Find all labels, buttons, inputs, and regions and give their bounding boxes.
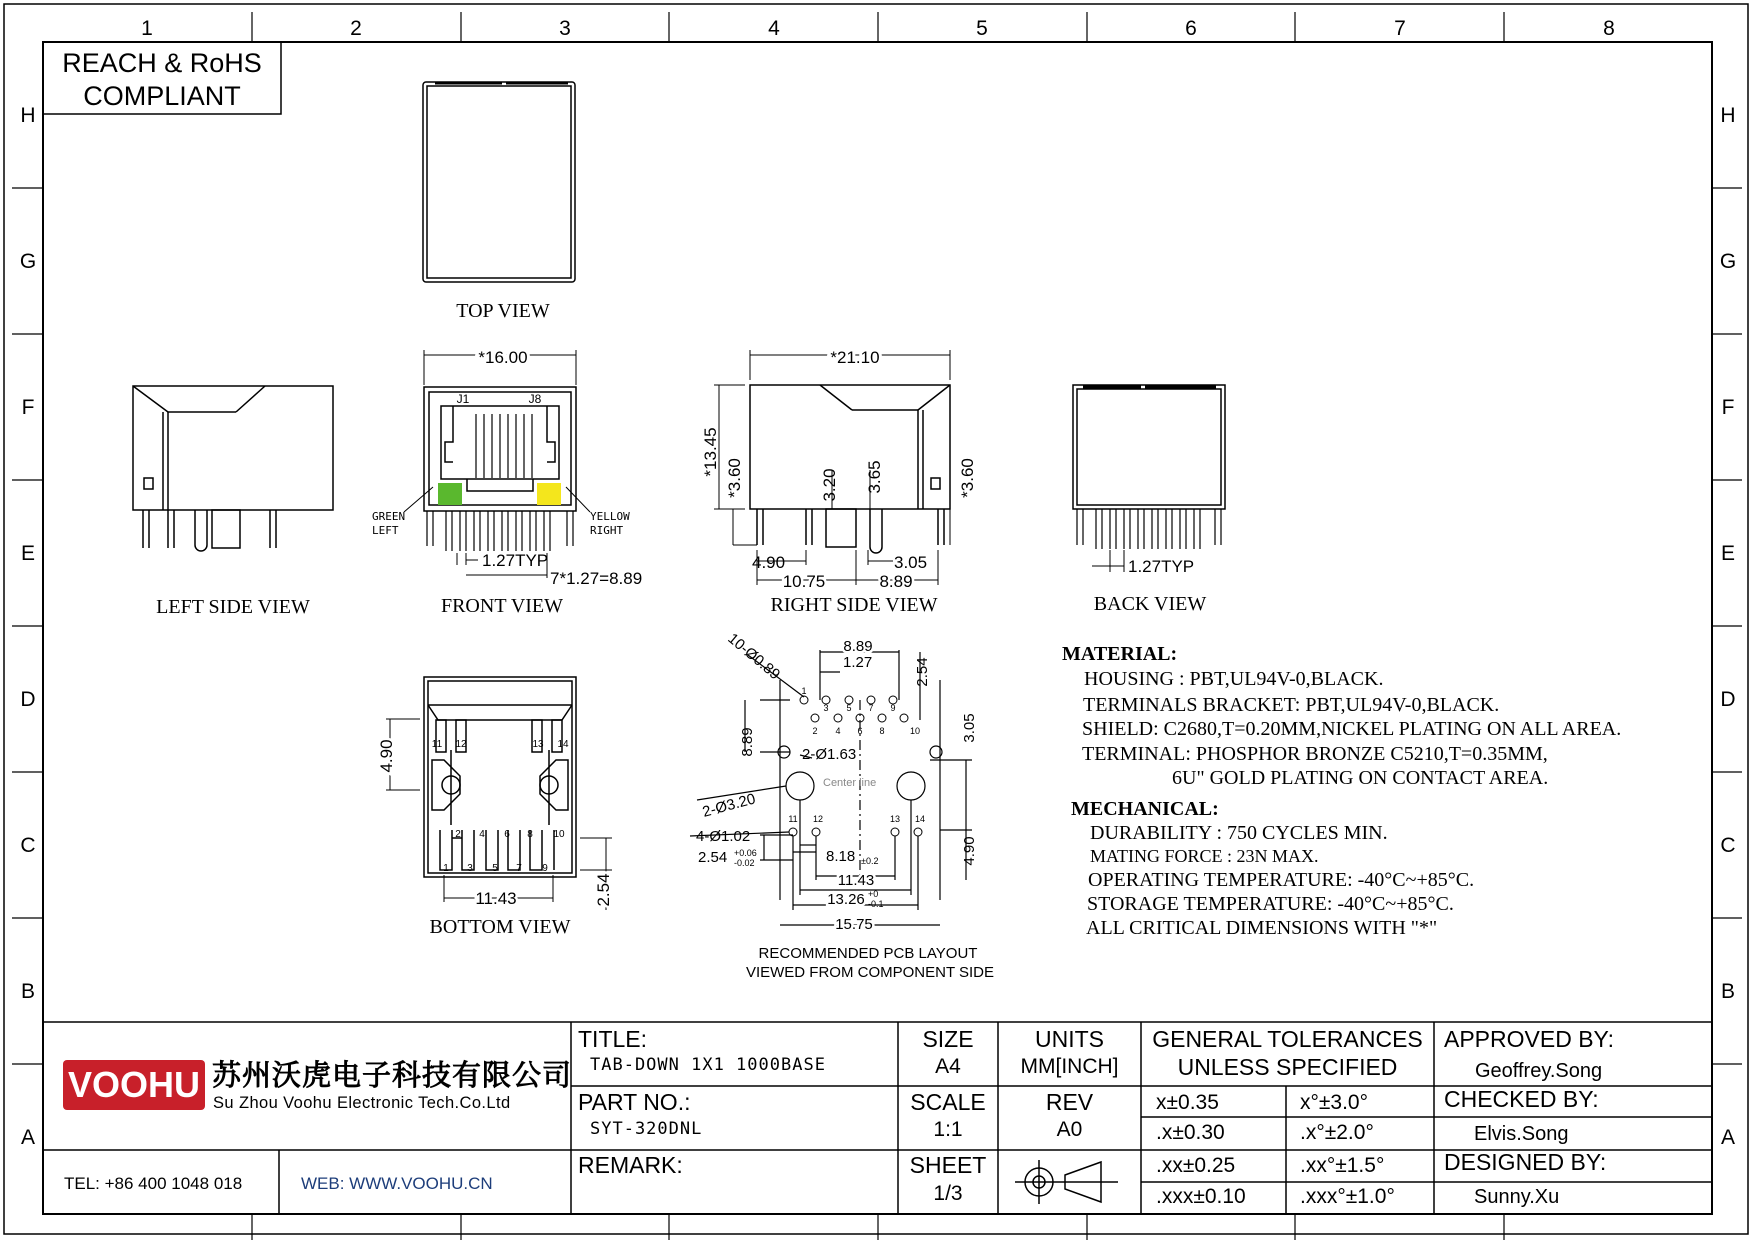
led-left-pos: LEFT xyxy=(372,524,399,537)
pin-number: 3 xyxy=(823,703,829,713)
pin-number: 14 xyxy=(557,739,569,750)
sheet-value: 1/3 xyxy=(933,1182,963,1205)
material-line: TERMINAL: PHOSPHOR BRONZE C5210,T=0.35MM, xyxy=(1082,743,1548,765)
bottom-view-label: BOTTOM VIEW xyxy=(429,916,571,938)
checked-label: CHECKED BY: xyxy=(1444,1086,1599,1112)
units-label: UNITS xyxy=(1035,1026,1104,1052)
row-label: E xyxy=(1720,542,1736,565)
right-dim-889: 8.89 xyxy=(879,572,913,591)
row-label: A xyxy=(20,1126,36,1149)
led-right-color: YELLOW xyxy=(590,510,630,523)
row-label: C xyxy=(20,834,36,857)
pcb-dim-1143: 11.43 xyxy=(837,872,875,889)
front-view-label: FRONT VIEW xyxy=(440,595,564,617)
right-dim-320: 3.20 xyxy=(820,468,839,502)
pcb-caption-2: VIEWED FROM COMPONENT SIDE xyxy=(745,964,995,981)
col-label: 4 xyxy=(768,17,780,40)
part-no-label: PART NO.: xyxy=(578,1089,691,1115)
bottom-dim-1143: 11.43 xyxy=(475,889,517,908)
rev-value: A0 xyxy=(1056,1118,1083,1141)
pin-number: 4 xyxy=(479,829,485,840)
pcb-center-line: Center line xyxy=(823,777,877,789)
pin-number: 10 xyxy=(909,726,921,736)
bottom-dim-490: 4.90 xyxy=(377,739,396,773)
left-side-view xyxy=(133,386,333,551)
right-dim-305: 3.05 xyxy=(894,553,928,572)
pin-number: 3 xyxy=(467,863,473,874)
pin-number: 5 xyxy=(492,863,498,874)
pcb-dim-1326-up: +0 xyxy=(868,889,879,899)
mechanical-heading: MECHANICAL: xyxy=(1071,798,1219,820)
pin-number: 11 xyxy=(431,739,443,750)
tolerance-linear: x±0.35 xyxy=(1156,1091,1219,1114)
row-label: H xyxy=(20,104,36,127)
row-label: B xyxy=(20,980,36,1003)
row-label: D xyxy=(1720,688,1736,711)
material-line: 6U" GOLD PLATING ON CONTACT AREA. xyxy=(1172,767,1549,789)
row-label: E xyxy=(20,542,36,565)
right-dim-1075: 10.75 xyxy=(782,572,826,591)
pin-number: 10 xyxy=(553,829,565,840)
pcb-tol-up: +0.06 xyxy=(734,848,757,858)
front-view xyxy=(404,350,590,578)
tolerance-angular: .xxx°±1.0° xyxy=(1300,1185,1395,1208)
col-label: 8 xyxy=(1603,17,1615,40)
remark-label: REMARK: xyxy=(578,1152,683,1178)
left-side-view-label: LEFT SIDE VIEW xyxy=(156,596,310,618)
scale-label: SCALE xyxy=(910,1089,986,1115)
logo-text: VOOHU xyxy=(67,1064,201,1105)
right-dim-365: 3.65 xyxy=(865,460,884,494)
pcb-dim-254: 2.54 xyxy=(914,657,931,687)
pin-number: 6 xyxy=(857,726,863,736)
pcb-dim-490: 4.90 xyxy=(961,836,978,866)
row-label: F xyxy=(1721,396,1735,419)
back-pitch-dim: 1.27TYP xyxy=(1128,557,1195,576)
mechanical-line: OPERATING TEMPERATURE: -40°C~+85°C. xyxy=(1088,869,1475,891)
bottom-dim-254: 2.54 xyxy=(594,873,613,907)
row-label: A xyxy=(1720,1126,1736,1149)
top-view-label: TOP VIEW xyxy=(456,300,550,322)
sheet-label: SHEET xyxy=(909,1152,987,1178)
yellow-led xyxy=(537,483,561,505)
tolerance-angular: .x°±2.0° xyxy=(1300,1121,1374,1144)
company-name-en: Su Zhou Voohu Electronic Tech.Co.Ltd xyxy=(213,1094,511,1112)
title-value: TAB-DOWN 1X1 1000BASE xyxy=(590,1055,826,1075)
right-side-view xyxy=(714,350,950,585)
pin-number: 2 xyxy=(812,726,818,736)
tolerance-angular: .xx°±1.5° xyxy=(1300,1154,1385,1177)
pin-number: 12 xyxy=(455,739,467,750)
material-line: SHIELD: C2680,T=0.20MM,NICKEL PLATING ON ALL AREA. xyxy=(1082,718,1622,740)
rev-label: REV xyxy=(1045,1089,1094,1115)
pin-first-label: J1 xyxy=(456,392,470,406)
right-height-dim: *13.45 xyxy=(701,427,720,477)
top-view xyxy=(423,82,575,282)
pin-number: 8 xyxy=(879,726,885,736)
pin-number: 11 xyxy=(788,814,798,824)
pin-number: 7 xyxy=(868,703,874,713)
grid-ticks xyxy=(12,12,1742,1240)
front-span-dim: 7*1.27=8.89 xyxy=(550,569,643,588)
row-label: C xyxy=(1720,834,1736,857)
row-label: F xyxy=(21,396,35,419)
pin-number: 14 xyxy=(914,814,926,824)
col-label: 2 xyxy=(350,17,362,40)
row-label: H xyxy=(1720,104,1736,127)
pcb-dim-1575: 15.75 xyxy=(835,916,873,933)
pcb-dim-127: 1.27 xyxy=(843,654,873,671)
projection-symbol-icon xyxy=(1015,1160,1118,1204)
pcb-holes-dim: 10-Ø0.89 xyxy=(724,630,784,684)
led-left-color: GREEN xyxy=(372,510,406,523)
right-stand-left: *3.60 xyxy=(725,458,744,498)
right-dim-490: 4.90 xyxy=(752,553,786,572)
pcb-caption-1: RECOMMENDED PCB LAYOUT xyxy=(758,945,978,962)
right-stand-right: *3.60 xyxy=(958,458,977,498)
pcb-peg-dim: 2-Ø1.63 xyxy=(802,746,857,763)
right-side-view-label: RIGHT SIDE VIEW xyxy=(770,594,938,616)
approved-label: APPROVED BY: xyxy=(1444,1026,1615,1052)
pin-number: 7 xyxy=(516,863,522,874)
tolerance-angular: x°±3.0° xyxy=(1300,1091,1369,1114)
material-heading: MATERIAL: xyxy=(1062,643,1178,665)
pin-number: 13 xyxy=(532,739,544,750)
mechanical-line: MATING FORCE : 23N MAX. xyxy=(1090,846,1319,866)
pin-number: 4 xyxy=(835,726,841,736)
tolerance-heading-2: UNLESS SPECIFIED xyxy=(1177,1054,1398,1080)
pcb-dim-818-tol: ±0.2 xyxy=(861,856,879,866)
company-name-cn: 苏州沃虎电子科技有限公司 xyxy=(212,1060,573,1092)
row-label: G xyxy=(19,250,37,273)
col-label: 6 xyxy=(1185,17,1197,40)
row-label: D xyxy=(20,688,36,711)
col-label: 5 xyxy=(976,17,988,40)
mechanical-line: ALL CRITICAL DIMENSIONS WITH "*" xyxy=(1086,917,1438,939)
pin-number: 1 xyxy=(801,686,807,696)
designed-label: DESIGNED BY: xyxy=(1444,1149,1607,1175)
pin-number: 12 xyxy=(812,814,824,824)
row-label: B xyxy=(1720,980,1736,1003)
led-right-pos: RIGHT xyxy=(590,524,624,537)
col-label: 1 xyxy=(141,17,153,40)
compliance-line2: COMPLIANT xyxy=(83,81,241,111)
part-no-value: SYT-320DNL xyxy=(590,1119,703,1139)
pin-number: 5 xyxy=(846,703,852,713)
spec-notes xyxy=(1062,643,1621,939)
front-pitch-dim: 1.27TYP xyxy=(482,551,549,570)
pin-number: 2 xyxy=(455,829,461,840)
pcb-pin-dim: 4-Ø1.02 xyxy=(696,828,751,845)
col-label: 7 xyxy=(1394,17,1406,40)
pin-number: 9 xyxy=(890,703,896,713)
pcb-dim-1326-low: -0.1 xyxy=(868,899,884,909)
right-length-dim: *21.10 xyxy=(830,348,880,367)
back-view xyxy=(1073,385,1225,572)
pcb-tol-low: -0.02 xyxy=(734,858,755,868)
pcb-dim-305: 3.05 xyxy=(961,713,978,743)
bottom-view xyxy=(386,677,612,910)
pin-number: 8 xyxy=(527,829,533,840)
pcb-dim-1326: 13.26 xyxy=(827,891,865,908)
mechanical-line: DURABILITY : 750 CYCLES MIN. xyxy=(1090,822,1388,844)
scale-value: 1:1 xyxy=(933,1118,963,1141)
designed-value: Sunny.Xu xyxy=(1474,1186,1560,1208)
size-label: SIZE xyxy=(922,1026,974,1052)
pcb-dim-889-top: 8.89 xyxy=(843,638,873,655)
row-label: G xyxy=(1719,250,1737,273)
back-view-label: BACK VIEW xyxy=(1093,593,1207,615)
pcb-tol-base: 2.54 xyxy=(698,849,728,866)
pcb-dim-889-left: 8.89 xyxy=(739,727,756,757)
size-value: A4 xyxy=(935,1055,961,1078)
mechanical-line: STORAGE TEMPERATURE: -40°C~+85°C. xyxy=(1087,893,1454,915)
front-width-dim: *16.00 xyxy=(478,348,528,367)
material-line: TERMINALS BRACKET: PBT,UL94V-0,BLACK. xyxy=(1083,694,1500,716)
pin-last-label: J8 xyxy=(528,392,542,406)
material-line: HOUSING : PBT,UL94V-0,BLACK. xyxy=(1084,668,1384,690)
pcb-dim-818: 8.18 xyxy=(826,848,856,865)
checked-value: Elvis.Song xyxy=(1474,1123,1569,1145)
company-tel: TEL: +86 400 1048 018 xyxy=(64,1174,243,1193)
tolerance-linear: .x±0.30 xyxy=(1156,1121,1225,1144)
pcb-shield-dim: 2-Ø3.20 xyxy=(700,790,758,821)
units-value: MM[INCH] xyxy=(1020,1055,1119,1078)
tolerance-linear: .xx±0.25 xyxy=(1156,1154,1236,1177)
pin-number: 13 xyxy=(889,814,901,824)
pin-number: 9 xyxy=(542,863,548,874)
green-led xyxy=(438,483,462,505)
tolerance-heading-1: GENERAL TOLERANCES xyxy=(1152,1026,1423,1052)
compliance-line1: REACH & RoHS xyxy=(62,48,262,78)
pin-number: 1 xyxy=(443,863,449,874)
title-label: TITLE: xyxy=(578,1026,648,1052)
pin-number: 6 xyxy=(504,829,510,840)
company-web[interactable]: WEB: WWW.VOOHU.CN xyxy=(301,1174,493,1193)
approved-value: Geoffrey.Song xyxy=(1475,1060,1603,1082)
col-label: 3 xyxy=(559,17,571,40)
tolerance-linear: .xxx±0.10 xyxy=(1156,1185,1246,1208)
